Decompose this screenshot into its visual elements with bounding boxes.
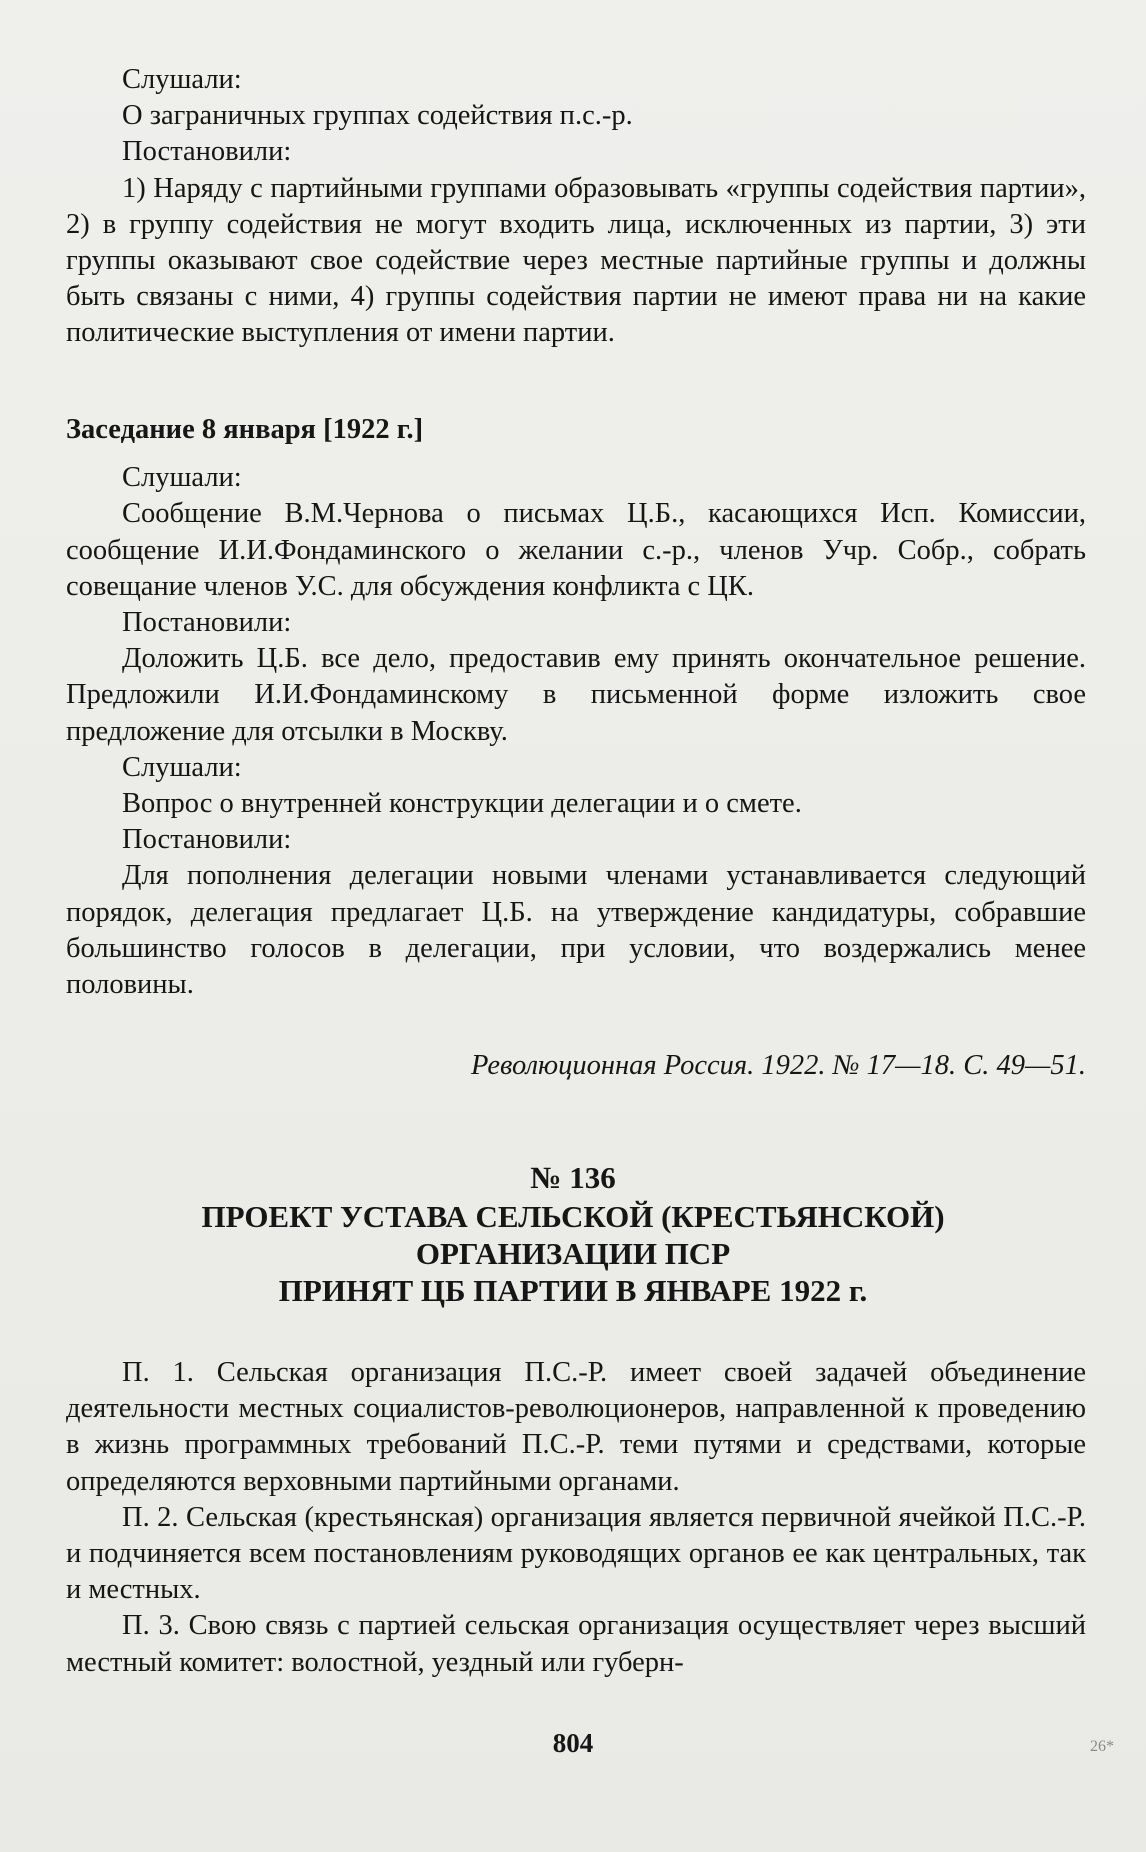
decided-label: Постановили: bbox=[122, 607, 292, 639]
document-number: № 136 bbox=[530, 1160, 616, 1195]
heard-text: Вопрос о внутренней конструкции делегации и о смете. bbox=[122, 788, 802, 820]
decided-label: Постановили: bbox=[122, 136, 292, 168]
decided-text: 1) Наряду с партийными группами образовывать «группы содействия партии», 2) в группу содействия не могут входить лица, исключенных из партии, 3) эти группы оказывают свое содействие через местные партийные группы и должны быть связаны с ними, 4) группы содействия партии не имеют права ни на какие политические выступления от имени партии. bbox=[66, 172, 1086, 349]
decided-label: Постановили: bbox=[122, 824, 292, 856]
charter-block bbox=[66, 1355, 1086, 1681]
minutes-block-1 bbox=[66, 62, 1086, 352]
document-title bbox=[80, 1198, 1066, 1309]
decided-text: Доложить Ц.Б. все дело, предоставив ему принять окончательное решение. Предложили И.И.Фондаминскому в письменной форме изложить свое предложение для отсылки в Москву. bbox=[66, 643, 1086, 747]
document-title-line: ОРГАНИЗАЦИИ ПСР bbox=[415, 1236, 731, 1271]
source-citation: Революционная Россия. 1922. № 17—18. С. 49—51. bbox=[471, 1050, 1086, 1081]
decided-text: Для пополнения делегации новыми членами устанавливается следующий порядок, делегация предлагает Ц.Б. на утверждение кандидатуры, собравшие большинство голосов в делегации, при условии, что воздержались менее половины. bbox=[66, 860, 1086, 1001]
charter-paragraph: П. 1. Сельская организация П.С.-Р. имеет своей задачей объединение деятельности местных социалистов-революционеров, направленной к проведению в жизнь программных требований П.С.-Р. теми путями и средствами, которые определяются верховными партийными органами. bbox=[66, 1357, 1086, 1497]
session-title: Заседание 8 января [1922 г.] bbox=[66, 414, 424, 445]
heard-text: Сообщение В.М.Чернова о письмах Ц.Б., касающихся Исп. Комиссии, сообщение И.И.Фондаминского о желании с.-р., членов Учр. Собр., собрать совещание членов У.С. для обсуждения конфликта с ЦК. bbox=[66, 498, 1086, 602]
session-block bbox=[66, 412, 1086, 1003]
heard-label: Слушали: bbox=[122, 751, 242, 783]
margin-mark: 26* bbox=[1090, 1738, 1114, 1755]
document-title-line: ПРИНЯТ ЦБ ПАРТИИ В ЯНВАРЕ 1922 г. bbox=[278, 1273, 868, 1308]
document-title-line: ПРОЕКТ УСТАВА СЕЛЬСКОЙ (КРЕСТЬЯНСКОЙ) bbox=[201, 1199, 945, 1234]
charter-paragraph: П. 3. Свою связь с партией сельская организация осуществляет через высший местный комитет: волостной, уездный или губерн- bbox=[66, 1610, 1086, 1678]
page-number: 804 bbox=[552, 1728, 594, 1758]
heard-label: Слушали: bbox=[122, 462, 242, 494]
heard-text: О заграничных группах содействия п.с.-р. bbox=[122, 100, 633, 132]
heard-label: Слушали: bbox=[122, 64, 242, 95]
charter-paragraph: П. 2. Сельская (крестьянская) организация является первичной ячейкой П.С.-Р. и подчиняется всем постановлениям руководящих органов ее как центральных, так и местных. bbox=[66, 1501, 1086, 1606]
